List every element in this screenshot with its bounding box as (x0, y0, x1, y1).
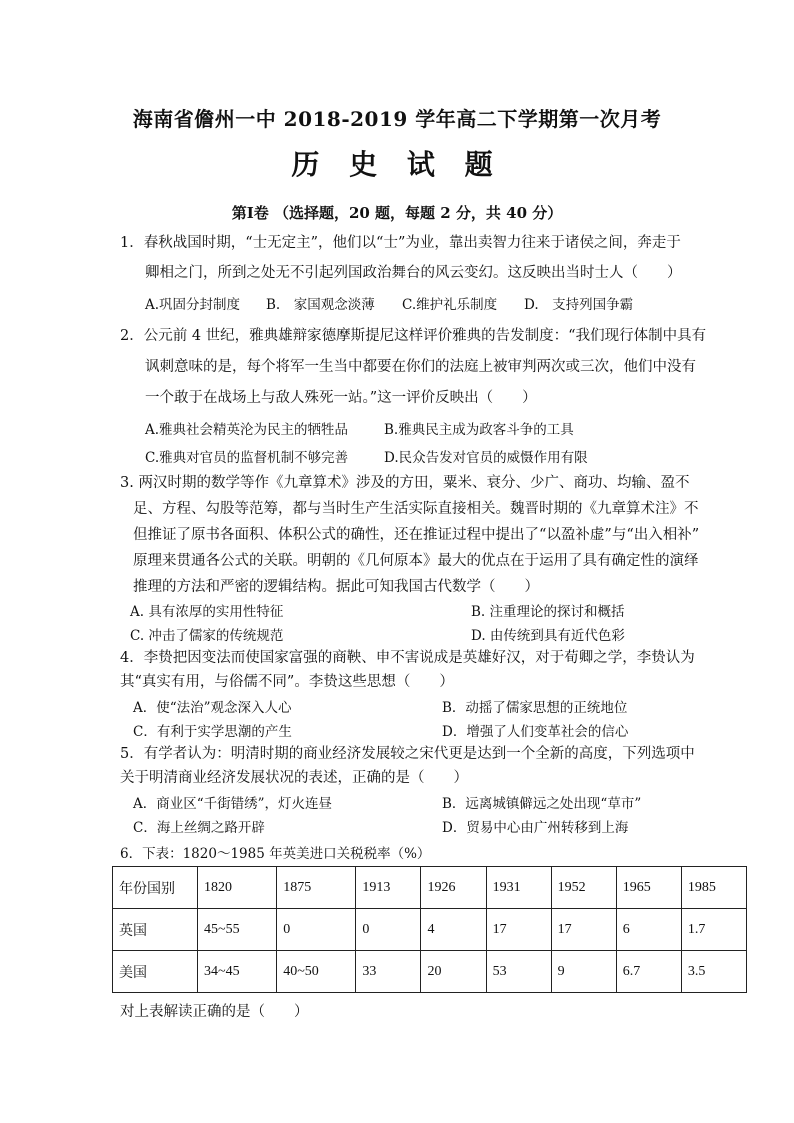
table-cell: 40~50 (277, 951, 356, 993)
table-header-cell: 1875 (277, 867, 356, 909)
question-2-line-1: 2．公元前 4 世纪，雅典雄辩家德摩斯提尼这样评价雅典的告发制度：“我们现行体制中具有 (120, 328, 707, 344)
question-2-line-3: 一个敢于在战场上与敌人殊死一站。”这一评价反映出（ ） (145, 390, 537, 406)
table-cell: 0 (356, 909, 421, 951)
table-cell: 34~45 (198, 951, 277, 993)
table-cell: 6.7 (616, 951, 681, 993)
table-header-cell: 1985 (681, 867, 746, 909)
question-2-option-c: C.雅典对官员的监督机制不够完善 (145, 450, 349, 466)
question-6-prompt: 对上表解读正确的是（ ） (120, 1004, 309, 1020)
table-cell: 53 (486, 951, 551, 993)
table-row (113, 951, 747, 993)
table-header-cell: 1926 (421, 867, 486, 909)
question-1-option-c: C.维护礼乐制度 (402, 297, 498, 313)
question-6-intro: 6．下表：1820～1985 年英美进口关税税率（%） (120, 846, 431, 862)
question-4-option-a: A．使“法治”观念深入人心 (133, 700, 292, 716)
table-cell: 4 (421, 909, 486, 951)
table-cell: 6 (616, 909, 681, 951)
question-5-line-1: 5．有学者认为：明清时期的商业经济发展较之宋代更是达到一个全新的高度，下列选项中 (120, 746, 695, 762)
exam-title: 海南省儋州一中 2018-2019 学年高二下学期第一次月考 (132, 107, 662, 131)
question-4-option-c: C．有利于实学思潮的产生 (133, 724, 292, 740)
table-header-cell: 1952 (551, 867, 616, 909)
table-cell: 美国 (113, 951, 198, 993)
section-heading: 第Ⅰ卷 （选择题，20 题，每题 2 分，共 40 分） (231, 204, 563, 222)
table-header-cell: 1965 (616, 867, 681, 909)
question-3-line-5: 推理的方法和严密的逻辑结构。据此可知我国古代数学（ ） (133, 579, 539, 595)
question-2-option-a: A.雅典社会精英沦为民主的牺牲品 (145, 422, 349, 438)
question-1-option-b: B. 家国观念淡薄 (266, 297, 375, 313)
question-4-line-2: 其“真实有用，与俗儒不同”。李贽这些思想（ ） (120, 674, 454, 690)
question-3-option-c: C. 冲击了儒家的传统规范 (130, 628, 284, 644)
question-5-option-b: B．远离城镇僻远之处出现“草市” (442, 796, 642, 812)
question-4-option-b: B．动摇了儒家思想的正统地位 (442, 700, 628, 716)
question-3-line-1: 3. 两汉时期的数学等作《九章算术》涉及的方田，粟米、衰分、少广、商功、均输、盈不 (120, 475, 690, 491)
table-cell: 17 (486, 909, 551, 951)
table-cell: 20 (421, 951, 486, 993)
table-header-cell: 年份国别 (113, 867, 198, 909)
question-3-option-d: D. 由传统到具有近代色彩 (471, 628, 625, 644)
table-cell: 0 (277, 909, 356, 951)
question-1-line-2: 卿相之门，所到之处无不引起列国政治舞台的风云变幻。这反映出当时士人（ ） (145, 265, 682, 281)
question-2-option-d: D.民众告发对官员的威慑作用有限 (384, 450, 588, 466)
table-cell: 45~55 (198, 909, 277, 951)
question-2-line-2: 讽刺意味的是，每个将军一生当中都要在你们的法庭上被审判两次或三次，他们中没有 (145, 359, 696, 375)
question-5-option-d: D．贸易中心由广州转移到上海 (442, 820, 629, 836)
question-1-option-a: A.巩固分封制度 (145, 297, 241, 313)
question-4-line-1: 4．李贽把因变法而使国家富强的商鞅、申不害说成是英雄好汉，对于荀卿之学，李贽认为 (120, 650, 695, 666)
question-3-line-3: 但推证了原书各面积、体积公式的确性，还在推证过程中提出了“以盈补虚”与“出入相补” (133, 527, 700, 543)
question-1-option-d: D. 支持列国争霸 (524, 297, 634, 313)
table-cell: 3.5 (681, 951, 746, 993)
table-cell: 9 (551, 951, 616, 993)
question-5-option-a: A．商业区“千街错绣”，灯火连昼 (133, 796, 333, 812)
table-header-cell: 1931 (486, 867, 551, 909)
table-cell: 1.7 (681, 909, 746, 951)
table-header-row (113, 867, 747, 909)
question-3-line-2: 足、方程、勾股等范筹，都与当时生产生活实际直接相关。魏晋时期的《九章算术注》不 (133, 501, 699, 517)
question-1-line-1: 1．春秋战国时期，“士无定主”，他们以“士”为业，靠出卖智力往来于诸侯之间，奔走于 (120, 235, 681, 251)
subject-title: 历 史 试 题 (291, 148, 503, 181)
table-cell: 33 (356, 951, 421, 993)
table-cell: 17 (551, 909, 616, 951)
question-3-option-b: B. 注重理论的探讨和概括 (471, 604, 625, 620)
table-cell: 英国 (113, 909, 198, 951)
question-4-option-d: D．增强了人们变革社会的信心 (442, 724, 629, 740)
tariff-table (112, 866, 747, 993)
table-header-cell: 1913 (356, 867, 421, 909)
question-3-option-a: A. 具有浓厚的实用性特征 (130, 604, 284, 620)
question-2-option-b: B.雅典民主成为政客斗争的工具 (384, 422, 574, 438)
table-row (113, 909, 747, 951)
question-5-option-c: C．海上丝绸之路开辟 (133, 820, 265, 836)
question-5-line-2: 关于明清商业经济发展状况的表述，正确的是（ ） (120, 770, 468, 786)
table-header-cell: 1820 (198, 867, 277, 909)
question-3-line-4: 原理来贯通各公式的关联。明朝的《几何原本》最大的优点在于运用了具有确定性的演绎 (133, 553, 699, 569)
